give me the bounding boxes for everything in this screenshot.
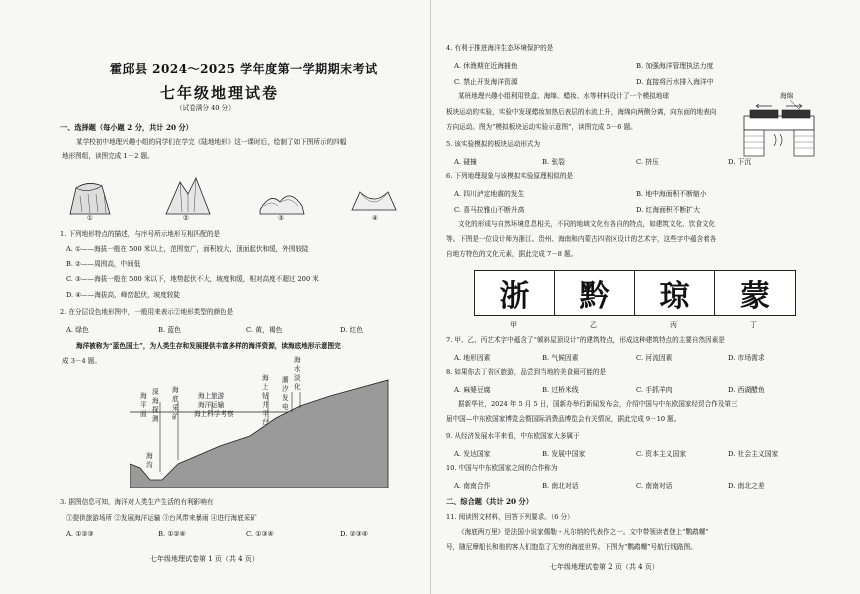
label-trench: 海沟 bbox=[146, 452, 153, 469]
label-seabed-mine: 海底采矿 bbox=[172, 386, 179, 421]
q11-stem: 11. 阅读图文材料，回答下列要求。（6 分） bbox=[446, 513, 574, 521]
seafloor-diagram bbox=[130, 372, 390, 488]
q1-option-a: A. ①——海拔一般在 500 米以上，范围宽广，面积较大，顶面起伏和缓，外围较陡 bbox=[66, 245, 309, 253]
calligraphy-label-jia: 甲 bbox=[510, 321, 517, 329]
q3-option-c: C. ①③④ bbox=[246, 530, 274, 538]
q10-stem: 10. 中国与中东欧国家之间的合作称为 bbox=[446, 464, 558, 472]
label-oil-platform: 海上钻井平台 bbox=[262, 374, 269, 427]
exam-title: 霍邱县 2024～2025 学年度第一学期期末考试 bbox=[110, 62, 378, 76]
landform-label-2: ② bbox=[183, 214, 189, 222]
q2-stem: 2. 在分层设色地形图中，一般用来表示②地形类型的颜色是 bbox=[60, 308, 234, 316]
intro-q7-line2: 等。下图是一位设计师为浙江、贵州、海南和内蒙古四省区设计的艺术字，这些字中蕴含着各 bbox=[446, 235, 717, 243]
intro-q5-line2: 板块运动的实验，实验中发现蜡妆加热后表层的水流上升，海绵向两侧分离，向东面的地表向 bbox=[446, 108, 717, 116]
sponge-label: 海绵 bbox=[780, 92, 794, 100]
q8-option-c: C. 手抓羊肉 bbox=[636, 386, 673, 394]
q8-option-a: A. 麻婆豆腐 bbox=[454, 386, 491, 394]
q3-items: ①提供旅游场所 ②发展海洋运输 ③台风带来暴雨 ④进行海底采矿 bbox=[66, 514, 257, 522]
plateau-figure bbox=[70, 183, 110, 214]
sponge-right bbox=[782, 110, 810, 118]
q2-option-c: C. 黄，褐色 bbox=[246, 326, 283, 334]
landform-label-1: ① bbox=[87, 214, 93, 222]
label-sea-level: 海平面 bbox=[140, 392, 147, 418]
q8-stem: 8. 如果你去丁省区旅游，品尝到当地的美食最可能的是 bbox=[446, 368, 607, 376]
q7-option-a: A. 地形因素 bbox=[454, 354, 491, 362]
label-desalination: 海水淡化 bbox=[294, 356, 301, 391]
q8-option-d: D. 西湖醋鱼 bbox=[728, 386, 765, 394]
q4-option-b: B. 加强海洋管理执法力度 bbox=[636, 62, 714, 70]
intro-q7-line1: 文化的形成与自然环境息息相关，不同的地域文化有各自的特点，如建筑文化、饮食文化 bbox=[458, 220, 716, 228]
q3-stem: 3. 据图信息可知，海洋对人类生产生活的有利影响有 bbox=[60, 498, 214, 506]
calligraphy-qiong: 琼 bbox=[635, 271, 715, 315]
intro-q11-line1: 《海底两万里》是法国小说家儒勒・凡尔纳的代表作之一。文中带领读者登上“鹦鹉螺” bbox=[458, 528, 709, 536]
q5-option-a: A. 碰撞 bbox=[454, 158, 477, 166]
q10-option-d: D. 南北之差 bbox=[728, 482, 765, 490]
q2-option-b: B. 蓝色 bbox=[158, 326, 181, 334]
calligraphy-label-ding: 丁 bbox=[750, 321, 757, 329]
intro-q9-line1: 据新华社，2024 年 5 月 5 日，国新办举行新闻发布会，介绍中国与中东欧国家经贸合作及第三 bbox=[458, 400, 738, 408]
q7-option-d: D. 市场需求 bbox=[728, 354, 765, 362]
q1-option-d: D. ④——海拔高，峰峦起伏，坡度较陡 bbox=[66, 291, 181, 299]
q5-option-d: D. 下沉 bbox=[728, 158, 752, 166]
label-deep-sea: 深海探测 bbox=[152, 388, 159, 423]
q3-option-d: D. ②③④ bbox=[340, 530, 368, 538]
label-tidal-power: 潮汐发电 bbox=[282, 376, 289, 411]
intro-q9-line2: 届中国—中东欧国家博览会暨国际消费品博览会有关情况，据此完成 9－10 题。 bbox=[446, 415, 681, 423]
intro-q7-line3: 自地方特色的文化元素，据此完成 7－8 题。 bbox=[446, 250, 578, 258]
calligraphy-panel bbox=[474, 270, 796, 316]
intro-q5-line3: 方向运动。图为“模拟板块运动实验示意图”，读图完成 5－6 题。 bbox=[446, 123, 637, 131]
q10-option-b: B. 南北对话 bbox=[542, 482, 579, 490]
page2-footer: 七年级地理试卷第 2 页（共 4 页） bbox=[550, 563, 659, 571]
q9-option-a: A. 发达国家 bbox=[454, 450, 491, 458]
label-transport: 海洋运输 bbox=[198, 401, 225, 409]
q7-stem: 7. 甲、乙、丙艺术字中蕴含了“倾斜屋顶设计”的建筑特点，形成这种建筑特点的主要自然因素是 bbox=[446, 336, 725, 344]
section2-title: 二、综合题（共计 20 分） bbox=[446, 497, 533, 506]
q7-option-b: B. 气候因素 bbox=[542, 354, 579, 362]
q4-option-c: C. 禁止开发海洋资源 bbox=[454, 78, 518, 86]
q5-stem: 5. 该实验模拟的板块运动形式为 bbox=[446, 140, 541, 148]
q2-option-a: A. 绿色 bbox=[66, 326, 89, 334]
intro-q11-line2: 号，随尼摩船长和他的客人们饱览了无穷的海底世界。下图为“鹦鹉螺”号航行线路图。 bbox=[446, 543, 697, 551]
q1-stem: 1. 下列地形特点的描述，与序号所示地形互相匹配的是 bbox=[60, 230, 221, 238]
calligraphy-qian: 黔 bbox=[555, 271, 635, 315]
q9-stem: 9. 从经济发展水平来看，中东欧国家大多属于 bbox=[446, 432, 580, 440]
q9-option-c: C. 资本主义国家 bbox=[636, 450, 687, 458]
q4-option-a: A. 休渔期在近海捕鱼 bbox=[454, 62, 518, 70]
section1-title: 一、选择题（每小题 2 分，共计 20 分） bbox=[60, 123, 193, 132]
intro-q3-line1: 海洋被称为“蓝色国土”，为人类生存和发展提供丰富多样的海洋资源，读海底地形示意图完 bbox=[76, 342, 341, 350]
mountain-figure bbox=[166, 178, 210, 214]
q10-option-c: C. 南南对话 bbox=[636, 482, 673, 490]
page-divider bbox=[430, 0, 431, 594]
intro-q1-line1: 某学校初中地理兴趣小组的同学们在学完《陆地地形》这一课时后，绘制了如下图所示的四幅 bbox=[76, 138, 347, 146]
calligraphy-zhe: 浙 bbox=[475, 271, 555, 315]
q6-stem: 6. 下列地理现象与该模拟实验原理相似的是 bbox=[446, 172, 574, 180]
hills-figure bbox=[260, 196, 304, 214]
intro-q5-line1: 某班地理兴趣小组利用铁盒、海绵、蜡妆、水等材料设计了一个模拟地球 bbox=[458, 92, 669, 100]
q4-option-d: D. 直接将污水排入海洋中 bbox=[636, 78, 714, 86]
q10-option-a: A. 南南合作 bbox=[454, 482, 491, 490]
q4-stem: 4. 有利于推进海洋生态环境保护的是 bbox=[446, 44, 554, 52]
sponge-left bbox=[750, 110, 778, 118]
page1-footer: 七年级地理试卷第 1 页（共 4 页） bbox=[150, 555, 259, 563]
q1-option-b: B. ②——周围高，中间低 bbox=[66, 260, 141, 268]
q1-option-c: C. ③——海拔一般在 500 米以下，地势起伏不大，坡度和缓，相对高度不超过 200 米 bbox=[66, 275, 319, 283]
q7-option-c: C. 河流因素 bbox=[636, 354, 673, 362]
calligraphy-meng: 蒙 bbox=[740, 279, 770, 314]
q9-option-b: B. 发展中国家 bbox=[542, 450, 586, 458]
q9-option-d: D. 社会主义国家 bbox=[728, 450, 779, 458]
q5-option-b: B. 张裂 bbox=[542, 158, 565, 166]
landform-figures bbox=[60, 168, 400, 230]
landform-label-4: ④ bbox=[372, 214, 378, 222]
basin-figure bbox=[352, 192, 396, 210]
q3-option-a: A. ①②③ bbox=[66, 530, 94, 538]
landform-label-3: ③ bbox=[278, 214, 284, 222]
q3-option-b: B. ①②④ bbox=[158, 530, 186, 538]
label-research: 海上科学考察 bbox=[194, 410, 234, 418]
calligraphy-label-yi: 乙 bbox=[590, 321, 597, 329]
q6-option-d: D. 红海面积不断扩大 bbox=[636, 206, 700, 214]
calligraphy-label-bing: 丙 bbox=[670, 321, 677, 329]
q8-option-b: B. 过桥米线 bbox=[542, 386, 579, 394]
q6-option-c: C. 喜马拉雅山不断升高 bbox=[454, 206, 525, 214]
q2-option-d: D. 红色 bbox=[340, 326, 364, 334]
right-page bbox=[432, 0, 860, 594]
paper-title: 七年级地理试卷 bbox=[160, 84, 280, 102]
q6-option-b: B. 地中海面积不断缩小 bbox=[636, 190, 707, 198]
intro-q3-line2: 成 3－4 题。 bbox=[62, 357, 101, 365]
q6-option-a: A. 四川泸定地震的发生 bbox=[454, 190, 525, 198]
intro-q1-line2: 地形图组，读图完成 1－2 题。 bbox=[62, 152, 154, 160]
label-tourism: 海上旅游 bbox=[198, 392, 225, 400]
q5-option-c: C. 挤压 bbox=[636, 158, 659, 166]
seafloor-profile bbox=[130, 380, 388, 488]
score-note: （试卷满分 40 分） bbox=[176, 104, 235, 112]
